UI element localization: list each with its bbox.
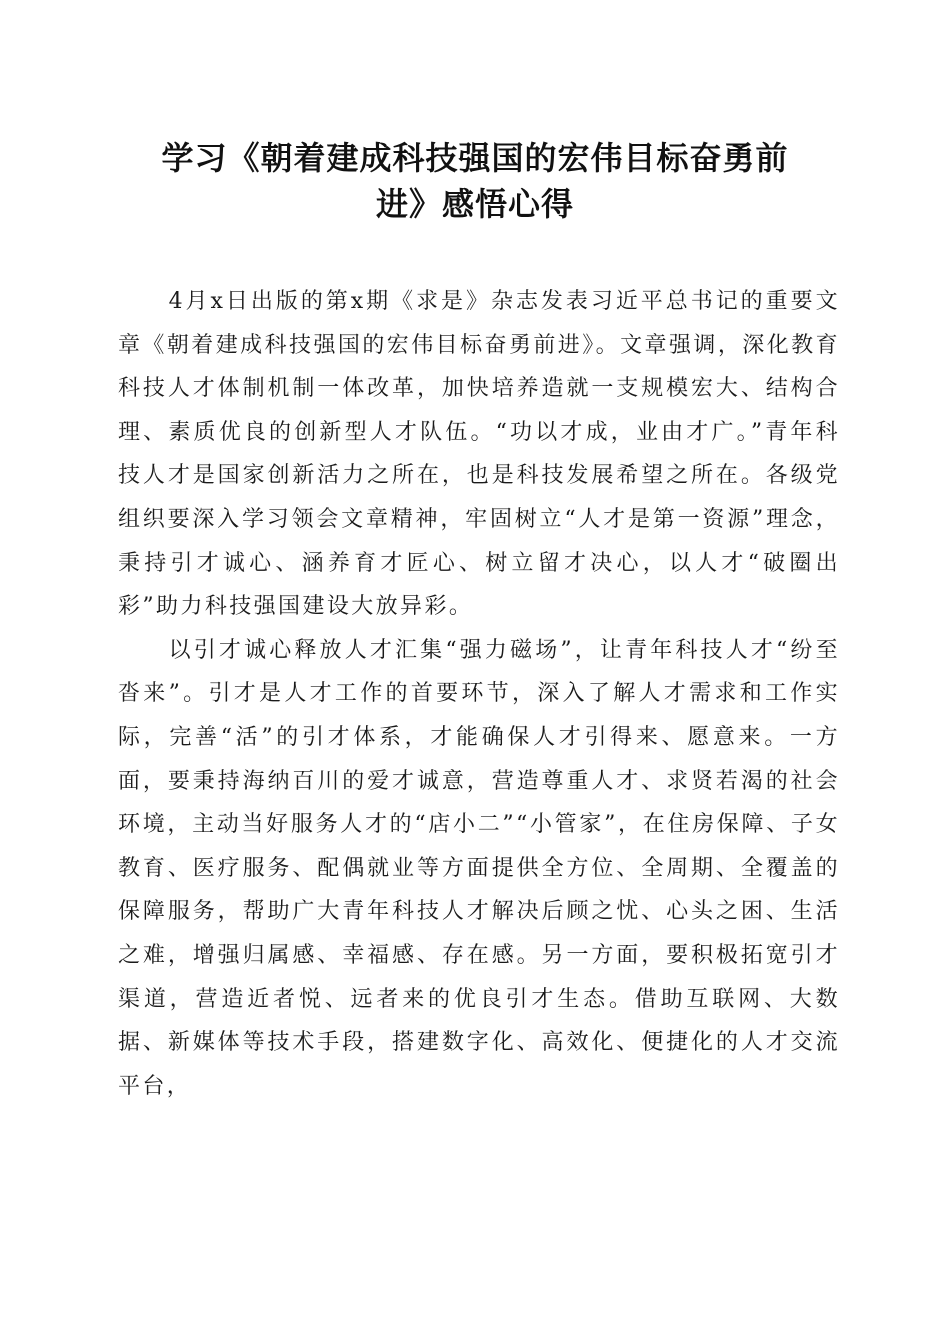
title-line-1: 学习《朝着建成科技强国的宏伟目标奋勇前: [161, 139, 789, 177]
document-body: [118, 280, 840, 1108]
paragraph-2: 以引才诚心释放人才汇集“强力磁场”，让青年科技人才“纷至沓来”。引才是人才工作的首要环节，深入了解人才需求和工作实际，完善“活”的引才体系，才能确保人才引得来、愿意来。一方面，要秉持海纳百川的爱才诚意，营造尊重人才、求贤若渴的社会环境，主动当好服务人才的“店小二”“小管家”，在住房保障、子女教育、医疗服务、配偶就业等方面提供全方位、全周期、全覆盖的保障服务，帮助广大青年科技人才解决后顾之忧、心头之困、生活之难，增强归属感、幸福感、存在感。另一方面，要积极拓宽引才渠道，营造近者悦、远者来的优良引才生态。借助互联网、大数据、新媒体等技术手段，搭建数字化、高效化、便捷化的人才交流平台，: [118, 637, 840, 1099]
document-title: [110, 135, 840, 227]
title-line-2: 进》感悟心得: [375, 185, 574, 223]
paragraph-1: 4月x日出版的第x期《求是》杂志发表习近平总书记的重要文章《朝着建成科技强国的宏伟目标奋勇前进》。文章强调，深化教育科技人才体制机制一体改革，加快培养造就一支规模宏大、结构合理、素质优良的创新型人才队伍。“功以才成，业由才广。”青年科技人才是国家创新活力之所在，也是科技发展希望之所在。各级党组织要深入学习领会文章精神，牢固树立“人才是第一资源”理念，秉持引才诚心、涵养育才匠心、树立留才决心，以人才“破圈出彩”助力科技强国建设大放异彩。: [118, 289, 840, 620]
